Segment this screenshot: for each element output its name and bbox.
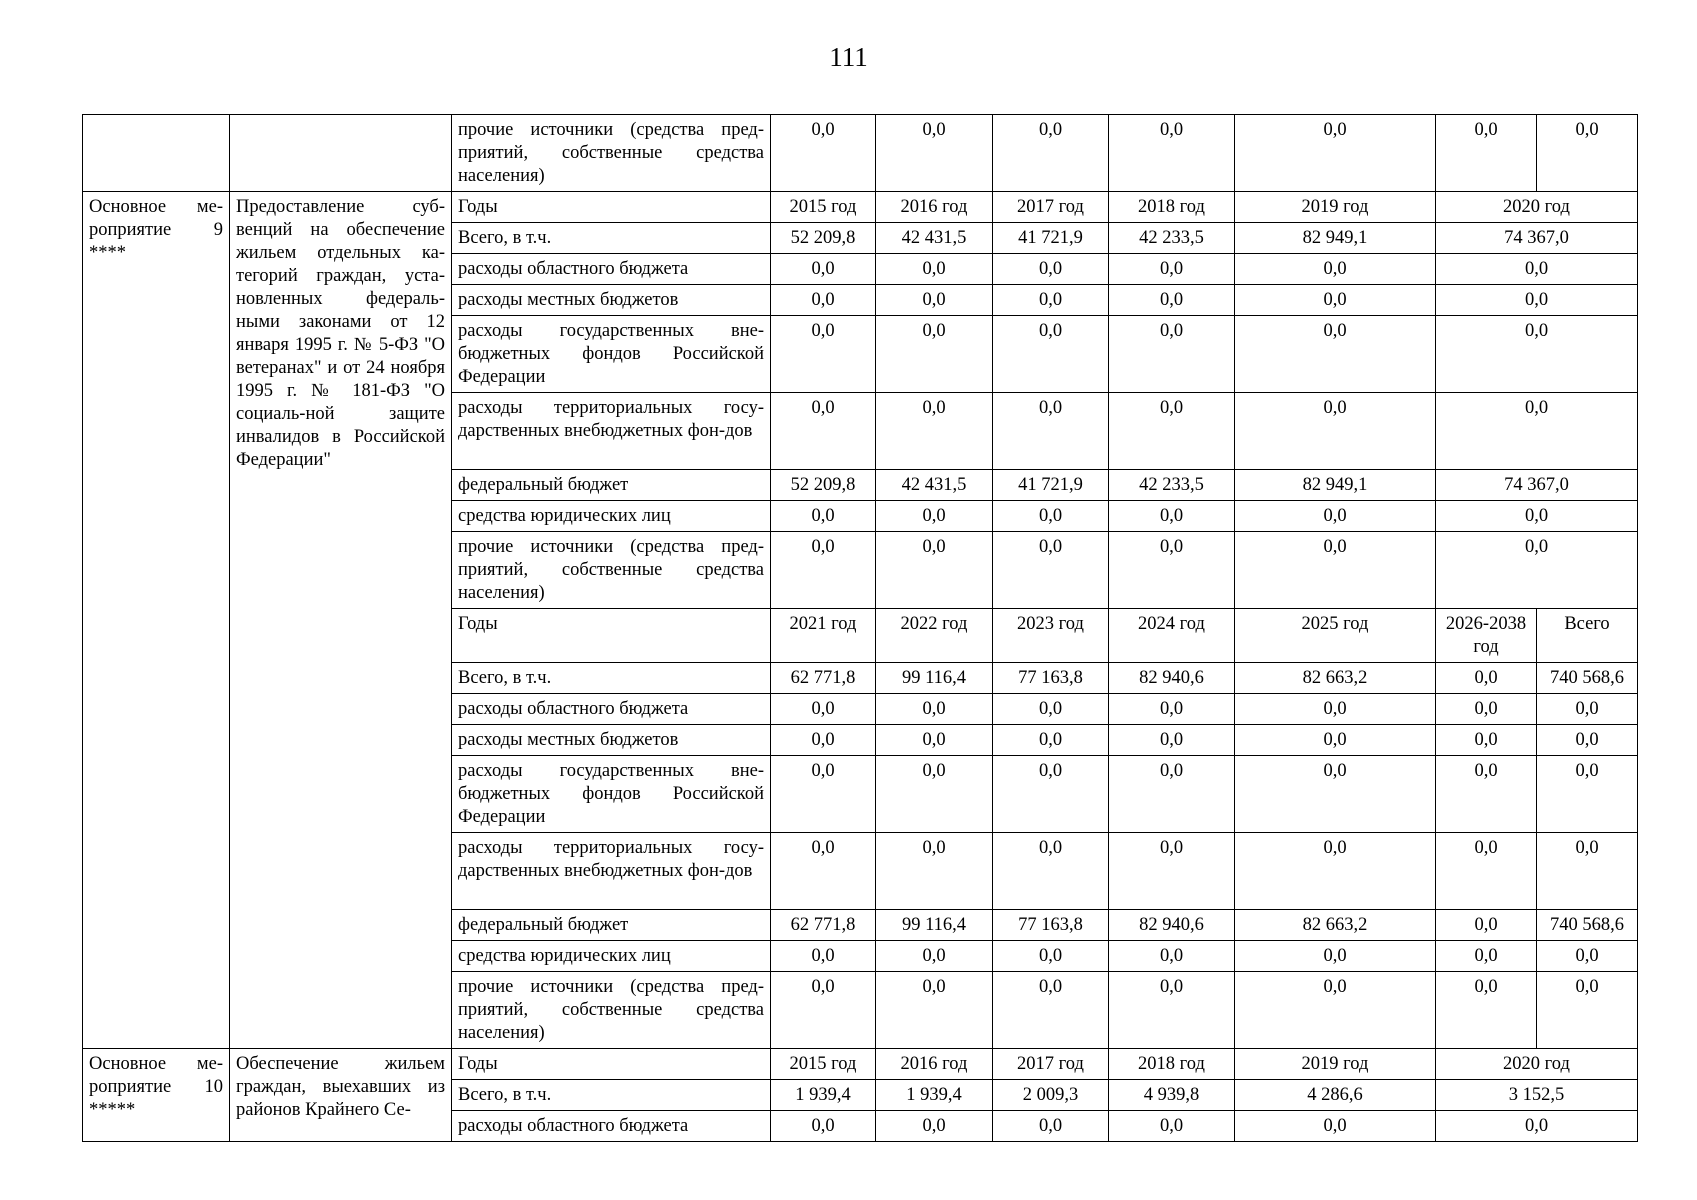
years-label: Годы <box>452 1049 771 1080</box>
value-cell: 0,0 <box>1235 393 1436 470</box>
table-body <box>83 115 1638 1142</box>
value-cell: 0,0 <box>1235 254 1436 285</box>
value-cell: 0,0 <box>1235 1111 1436 1142</box>
top-row-other-sources <box>83 115 1638 192</box>
empty-cell <box>83 115 230 192</box>
year-header: 2025 год <box>1235 609 1436 663</box>
value-cell: 62 771,8 <box>771 910 876 941</box>
year-header: 2017 год <box>993 1049 1109 1080</box>
value-cell: 42 233,5 <box>1109 223 1235 254</box>
value-cell: 0,0 <box>876 972 993 1049</box>
value-cell: 0,0 <box>1109 501 1235 532</box>
value-cell: 52 209,8 <box>771 470 876 501</box>
value-cell: 0,0 <box>993 756 1109 833</box>
value-cell: 0,0 <box>771 972 876 1049</box>
value-cell: 0,0 <box>993 285 1109 316</box>
year-header: 2017 год <box>993 192 1109 223</box>
measure10-years-row <box>83 1049 1638 1080</box>
value-cell: 0,0 <box>1537 941 1638 972</box>
value-cell: 0,0 <box>1109 532 1235 609</box>
row-label: средства юридических лиц <box>452 941 771 972</box>
value-cell: 1 939,4 <box>771 1080 876 1111</box>
year-header: 2020 год <box>1436 192 1638 223</box>
value-cell: 62 771,8 <box>771 663 876 694</box>
value-cell: 0,0 <box>1436 316 1638 393</box>
value-cell: 82 663,2 <box>1235 663 1436 694</box>
value-cell: 0,0 <box>876 725 993 756</box>
row-label: расходы государственных вне-бюджетных фондов Российской Федерации <box>452 756 771 833</box>
value-cell: 0,0 <box>876 941 993 972</box>
row-label: прочие источники (средства пред-приятий, собственные средства населения) <box>452 115 771 192</box>
value-cell: 42 431,5 <box>876 223 993 254</box>
value-cell: 0,0 <box>1109 115 1235 192</box>
value-cell: 0,0 <box>1537 694 1638 725</box>
value-cell: 0,0 <box>1436 910 1537 941</box>
value-cell: 0,0 <box>1109 285 1235 316</box>
value-cell: 1 939,4 <box>876 1080 993 1111</box>
value-cell: 0,0 <box>1436 833 1537 910</box>
value-cell: 0,0 <box>1436 532 1638 609</box>
value-cell: 4 939,8 <box>1109 1080 1235 1111</box>
value-cell: 0,0 <box>993 972 1109 1049</box>
value-cell: 0,0 <box>876 393 993 470</box>
measure-title: Основное ме-роприятие 10 ***** <box>83 1049 230 1142</box>
value-cell: 0,0 <box>876 285 993 316</box>
value-cell: 0,0 <box>993 694 1109 725</box>
year-header: 2018 год <box>1109 192 1235 223</box>
value-cell: 0,0 <box>876 1111 993 1142</box>
measure-description: Обеспечение жильем граждан, выехавших из районов Крайнего Се- <box>230 1049 452 1142</box>
value-cell: 0,0 <box>1436 694 1537 725</box>
value-cell: 0,0 <box>876 756 993 833</box>
value-cell: 41 721,9 <box>993 223 1109 254</box>
year-header: 2016 год <box>876 1049 993 1080</box>
row-label: расходы областного бюджета <box>452 254 771 285</box>
value-cell: 0,0 <box>1235 694 1436 725</box>
value-cell: 0,0 <box>771 756 876 833</box>
value-cell: 0,0 <box>1109 941 1235 972</box>
value-cell: 0,0 <box>993 115 1109 192</box>
year-header: 2015 год <box>771 1049 876 1080</box>
value-cell: 0,0 <box>993 254 1109 285</box>
value-cell: 4 286,6 <box>1235 1080 1436 1111</box>
value-cell: 0,0 <box>771 725 876 756</box>
value-cell: 0,0 <box>1436 285 1638 316</box>
value-cell: 0,0 <box>1436 254 1638 285</box>
value-cell: 0,0 <box>1436 393 1638 470</box>
measure-description: Предоставление суб-венций на обеспечение жильем отдельных ка-тегорий граждан, уста-новленных федераль-ными законами от 12 января 1995 г. № 5-ФЗ "О ветеранах" и от 24 ноября 1995 г. № 181-ФЗ "О социаль-ной защите инвалидов в Российской Федерации" <box>230 192 452 1049</box>
row-label: Всего, в т.ч. <box>452 1080 771 1111</box>
value-cell: 0,0 <box>771 694 876 725</box>
value-cell: 0,0 <box>1109 393 1235 470</box>
year-header: 2021 год <box>771 609 876 663</box>
value-cell: 99 116,4 <box>876 910 993 941</box>
value-cell: 77 163,8 <box>993 910 1109 941</box>
value-cell: 0,0 <box>1109 1111 1235 1142</box>
value-cell: 74 367,0 <box>1436 223 1638 254</box>
value-cell: 0,0 <box>1235 532 1436 609</box>
row-label: расходы местных бюджетов <box>452 725 771 756</box>
value-cell: 0,0 <box>1436 972 1537 1049</box>
year-header: Всего <box>1537 609 1638 663</box>
row-label: расходы местных бюджетов <box>452 285 771 316</box>
value-cell: 0,0 <box>1109 972 1235 1049</box>
value-cell: 0,0 <box>993 941 1109 972</box>
value-cell: 42 431,5 <box>876 470 993 501</box>
value-cell: 0,0 <box>1537 972 1638 1049</box>
empty-cell <box>230 115 452 192</box>
value-cell: 0,0 <box>1436 1111 1638 1142</box>
value-cell: 0,0 <box>876 833 993 910</box>
value-cell: 0,0 <box>1436 756 1537 833</box>
value-cell: 0,0 <box>1109 833 1235 910</box>
value-cell: 0,0 <box>771 115 876 192</box>
years-label: Годы <box>452 609 771 663</box>
value-cell: 82 949,1 <box>1235 223 1436 254</box>
value-cell: 0,0 <box>1235 941 1436 972</box>
row-label: средства юридических лиц <box>452 501 771 532</box>
value-cell: 0,0 <box>1235 285 1436 316</box>
row-label: федеральный бюджет <box>452 910 771 941</box>
budget-table <box>82 114 1638 1142</box>
value-cell: 0,0 <box>1537 756 1638 833</box>
value-cell: 0,0 <box>771 316 876 393</box>
row-label: федеральный бюджет <box>452 470 771 501</box>
value-cell: 0,0 <box>993 833 1109 910</box>
value-cell: 82 949,1 <box>1235 470 1436 501</box>
row-label: расходы территориальных госу-дарственных внебюджетных фон-дов <box>452 833 771 910</box>
value-cell: 0,0 <box>876 115 993 192</box>
page-number: 111 <box>829 42 868 72</box>
value-cell: 740 568,6 <box>1537 663 1638 694</box>
value-cell: 99 116,4 <box>876 663 993 694</box>
value-cell: 0,0 <box>1109 316 1235 393</box>
value-cell: 52 209,8 <box>771 223 876 254</box>
year-header: 2022 год <box>876 609 993 663</box>
value-cell: 0,0 <box>1109 254 1235 285</box>
value-cell: 0,0 <box>876 501 993 532</box>
row-label: Всего, в т.ч. <box>452 663 771 694</box>
value-cell: 0,0 <box>1109 756 1235 833</box>
value-cell: 0,0 <box>1436 501 1638 532</box>
value-cell: 0,0 <box>1436 115 1537 192</box>
row-label: Всего, в т.ч. <box>452 223 771 254</box>
year-header: 2018 год <box>1109 1049 1235 1080</box>
value-cell: 0,0 <box>771 833 876 910</box>
value-cell: 3 152,5 <box>1436 1080 1638 1111</box>
value-cell: 0,0 <box>1436 725 1537 756</box>
value-cell: 82 940,6 <box>1109 910 1235 941</box>
value-cell: 0,0 <box>1109 694 1235 725</box>
row-label: расходы областного бюджета <box>452 1111 771 1142</box>
row-label: прочие источники (средства пред-приятий, собственные средства населения) <box>452 532 771 609</box>
value-cell: 77 163,8 <box>993 663 1109 694</box>
value-cell: 0,0 <box>1436 663 1537 694</box>
value-cell: 0,0 <box>876 316 993 393</box>
year-header: 2019 год <box>1235 192 1436 223</box>
value-cell: 0,0 <box>1235 501 1436 532</box>
value-cell: 0,0 <box>1436 941 1537 972</box>
value-cell: 0,0 <box>876 694 993 725</box>
row-label: расходы областного бюджета <box>452 694 771 725</box>
value-cell: 0,0 <box>993 393 1109 470</box>
value-cell: 0,0 <box>1109 725 1235 756</box>
value-cell: 0,0 <box>1235 833 1436 910</box>
value-cell: 0,0 <box>1235 756 1436 833</box>
value-cell: 74 367,0 <box>1436 470 1638 501</box>
value-cell: 0,0 <box>771 532 876 609</box>
value-cell: 42 233,5 <box>1109 470 1235 501</box>
year-header: 2023 год <box>993 609 1109 663</box>
year-header: 2026-2038 год <box>1436 609 1537 663</box>
year-header: 2016 год <box>876 192 993 223</box>
row-label: расходы государственных вне-бюджетных фондов Российской Федерации <box>452 316 771 393</box>
value-cell: 0,0 <box>771 285 876 316</box>
year-header: 2019 год <box>1235 1049 1436 1080</box>
value-cell: 0,0 <box>771 941 876 972</box>
value-cell: 0,0 <box>1235 115 1436 192</box>
value-cell: 0,0 <box>993 725 1109 756</box>
row-label: прочие источники (средства пред-приятий, собственные средства населения) <box>452 972 771 1049</box>
value-cell: 2 009,3 <box>993 1080 1109 1111</box>
value-cell: 0,0 <box>1537 725 1638 756</box>
row-label: расходы территориальных госу-дарственных внебюджетных фон-дов <box>452 393 771 470</box>
value-cell: 740 568,6 <box>1537 910 1638 941</box>
value-cell: 0,0 <box>1235 316 1436 393</box>
value-cell: 0,0 <box>993 1111 1109 1142</box>
value-cell: 0,0 <box>876 254 993 285</box>
value-cell: 0,0 <box>1537 115 1638 192</box>
value-cell: 0,0 <box>771 393 876 470</box>
value-cell: 0,0 <box>1235 725 1436 756</box>
value-cell: 0,0 <box>993 316 1109 393</box>
measure-title: Основное ме-роприятие 9 **** <box>83 192 230 1049</box>
value-cell: 0,0 <box>1537 833 1638 910</box>
value-cell: 0,0 <box>1235 972 1436 1049</box>
measure9-years-row <box>83 192 1638 223</box>
value-cell: 0,0 <box>876 532 993 609</box>
value-cell: 82 663,2 <box>1235 910 1436 941</box>
value-cell: 82 940,6 <box>1109 663 1235 694</box>
value-cell: 0,0 <box>771 1111 876 1142</box>
year-header: 2015 год <box>771 192 876 223</box>
year-header: 2024 год <box>1109 609 1235 663</box>
value-cell: 0,0 <box>771 501 876 532</box>
year-header: 2020 год <box>1436 1049 1638 1080</box>
value-cell: 41 721,9 <box>993 470 1109 501</box>
value-cell: 0,0 <box>771 254 876 285</box>
value-cell: 0,0 <box>993 501 1109 532</box>
value-cell: 0,0 <box>993 532 1109 609</box>
years-label: Годы <box>452 192 771 223</box>
